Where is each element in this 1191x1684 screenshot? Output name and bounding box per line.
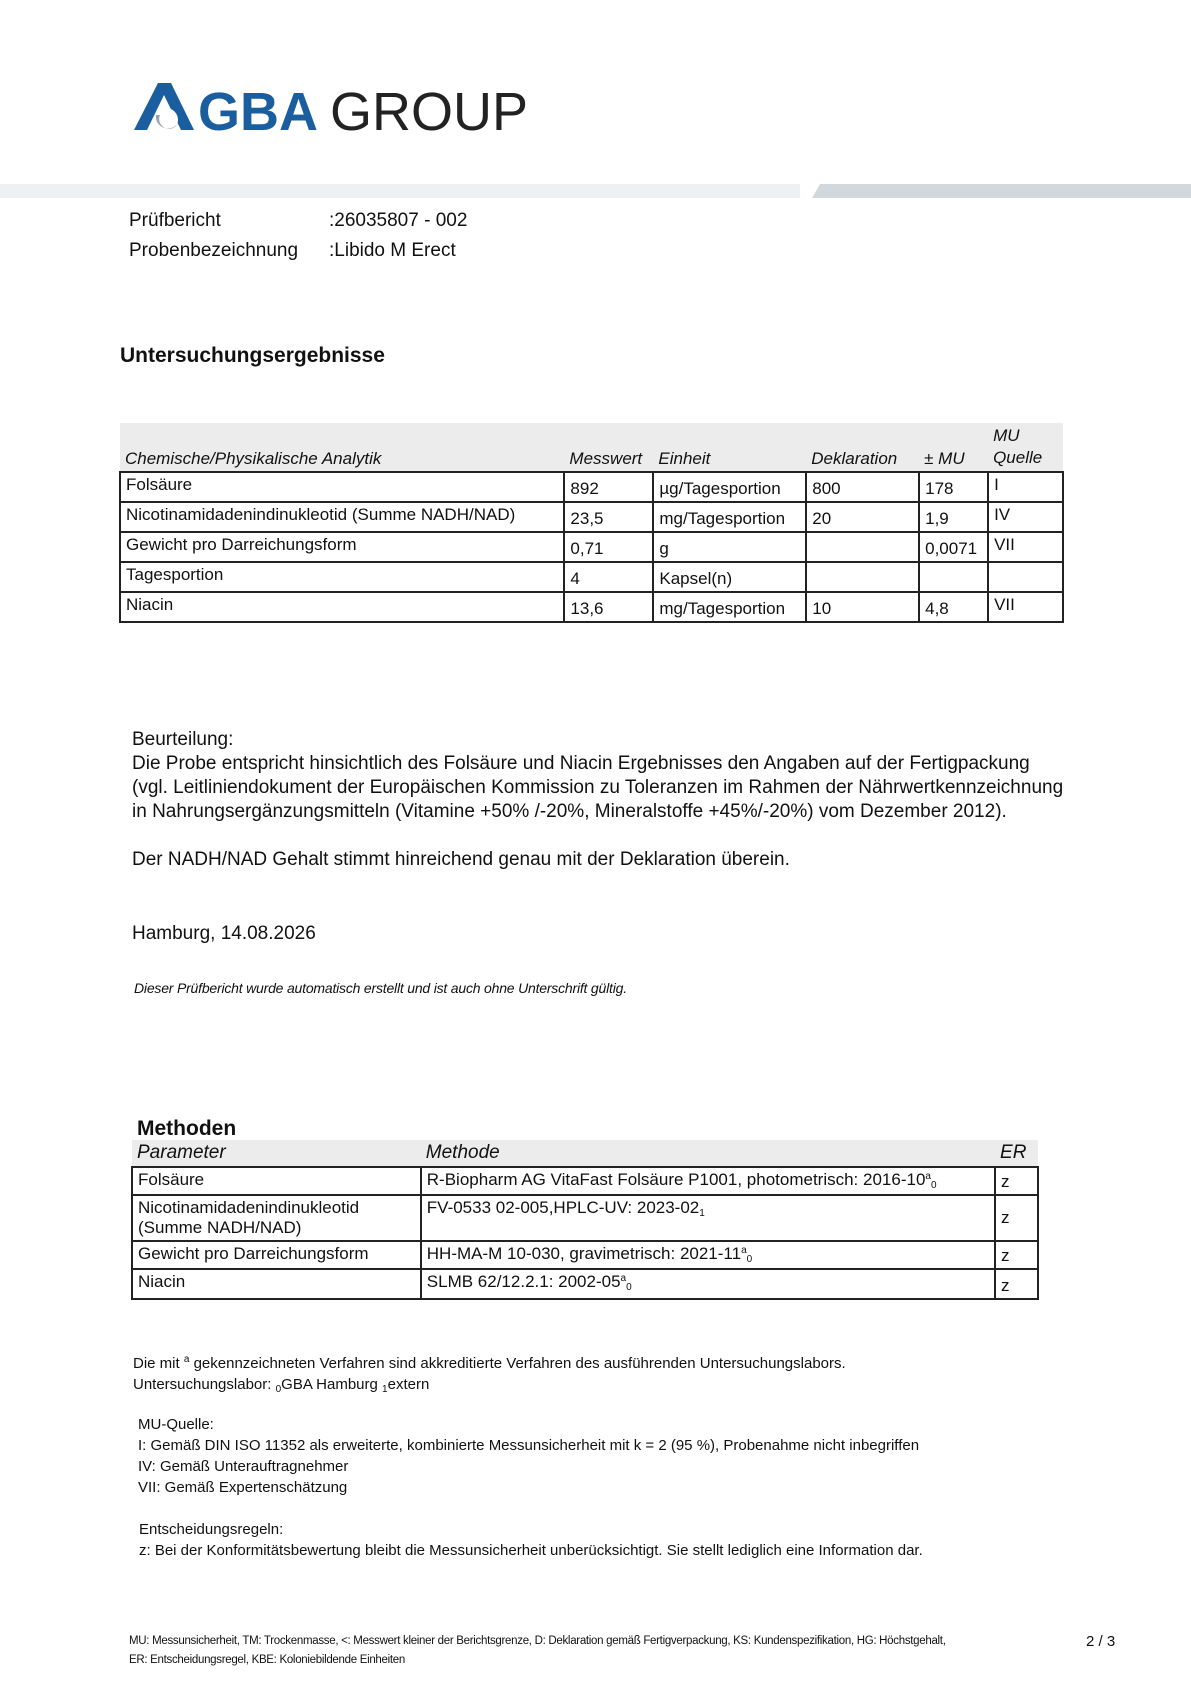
assessment-block	[132, 728, 1132, 872]
col-parameter: Parameter	[132, 1140, 421, 1167]
table-row	[132, 1269, 1038, 1299]
cell-deklaration	[806, 532, 919, 562]
table-row	[132, 1167, 1038, 1195]
col-einheit: Einheit	[653, 423, 806, 472]
header-band	[0, 184, 1191, 198]
logo-text-gba: GBA	[198, 82, 318, 142]
table-row	[132, 1241, 1038, 1269]
cell-parameter: Nicotinamidadenindinukleotid (Summe NADH/NAD)	[132, 1195, 421, 1241]
cell-mu-quelle: IV	[988, 502, 1063, 532]
lab-index: 0	[275, 1384, 282, 1395]
sample-label: Probenbezeichnung	[129, 240, 299, 261]
cell-method	[421, 1241, 995, 1269]
cell-deklaration	[806, 562, 919, 592]
col-methode: Methode	[421, 1140, 995, 1167]
cell-er: z	[995, 1269, 1038, 1299]
cell-mu-quelle: I	[988, 472, 1063, 502]
page-number: 2 / 3	[1086, 1633, 1116, 1650]
cell-messwert: 892	[564, 472, 653, 502]
lab-index: 0	[746, 1254, 753, 1265]
cell-mu: 4,8	[919, 592, 988, 622]
cell-deklaration: 800	[806, 472, 919, 502]
mu-source-block	[138, 1414, 1158, 1498]
footer-line-2: ER: Entscheidungsregel, KBE: Koloniebildende Einheiten	[129, 1654, 405, 1666]
col-mu-quelle: MU Quelle	[988, 423, 1063, 472]
method-text: HH-MA-M 10-030, gravimetrisch: 2021-11	[426, 1244, 742, 1263]
results-table	[119, 423, 1064, 623]
lab-index: 1	[699, 1208, 705, 1219]
cell-parameter: Tagesportion	[120, 562, 564, 592]
cell-einheit: µg/Tagesportion	[653, 472, 806, 502]
cell-parameter: Gewicht pro Darreichungsform	[120, 532, 564, 562]
cell-parameter: Gewicht pro Darreichungsform	[132, 1241, 421, 1269]
table-row	[120, 472, 1063, 502]
mu-source-heading: MU-Quelle:	[138, 1416, 214, 1433]
logo-text-group: GROUP	[330, 82, 529, 142]
cell-einheit: mg/Tagesportion	[653, 502, 806, 532]
cell-messwert: 13,6	[564, 592, 653, 622]
cell-einheit: g	[653, 532, 806, 562]
table-row	[120, 532, 1063, 562]
lab-index: 0	[930, 1180, 937, 1191]
assessment-line-3: in Nahrungsergänzungsmitteln (Vitamine +50% /-20%, Mineralstoffe +45%/-20%) vom Dezember 2012).	[132, 801, 1007, 822]
assessment-label: Beurteilung:	[132, 729, 234, 750]
methods-header-row	[132, 1140, 1038, 1167]
methods-heading: Methoden	[137, 1117, 237, 1140]
cell-er: z	[995, 1167, 1038, 1195]
sample-name: :Libido M Erect	[329, 240, 456, 261]
lab-index: 0	[626, 1282, 632, 1293]
cell-method	[421, 1167, 995, 1195]
lab-name: GBA Hamburg	[281, 1376, 383, 1393]
cell-mu: 1,9	[919, 502, 988, 532]
mu-source-line: I: Gemäß DIN ISO 11352 als erweiterte, kombinierte Messunsicherheit mit k = 2 (95 %), Probenahme nicht inbegriffen	[138, 1437, 920, 1454]
place-date: Hamburg, 14.08.2026	[132, 923, 316, 944]
method-text: R-Biopharm AG VitaFast Folsäure P1001, photometrisch: 2016-10	[426, 1170, 926, 1189]
accredited-pre: Die mit	[133, 1355, 184, 1372]
cell-mu-quelle: VII	[988, 592, 1063, 622]
cell-deklaration: 10	[806, 592, 919, 622]
gba-group-logo	[130, 75, 560, 145]
decision-rules-heading: Entscheidungsregeln:	[139, 1521, 284, 1538]
mu-source-line: IV: Gemäß Unterauftragnehmer	[138, 1458, 349, 1475]
mu-source-line: VII: Gemäß Expertenschätzung	[138, 1479, 348, 1496]
table-row	[120, 562, 1063, 592]
cell-mu: 0,0071	[919, 532, 988, 562]
table-row	[120, 502, 1063, 532]
accreditation-note	[133, 1349, 1133, 1400]
cell-parameter: Nicotinamidadenindinukleotid (Summe NADH/NAD)	[120, 502, 564, 532]
decision-rules-line: z: Bei der Konformitätsbewertung bleibt die Messunsicherheit unberücksichtigt. Sie stellt lediglich eine Information dar.	[139, 1542, 923, 1559]
cell-method	[421, 1195, 995, 1241]
methods-table	[131, 1140, 1039, 1300]
col-mu: ± MU	[919, 423, 988, 472]
accredited-mark: a	[183, 1354, 190, 1365]
accredited-mark: a	[925, 1171, 931, 1182]
cell-er: z	[995, 1195, 1038, 1241]
logo-mark-icon	[130, 75, 560, 145]
results-header-row	[120, 423, 1063, 472]
cell-deklaration: 20	[806, 502, 919, 532]
lab-name: extern	[387, 1376, 430, 1393]
lab-label: Untersuchungslabor:	[133, 1376, 276, 1393]
col-analytik: Chemische/Physikalische Analytik	[120, 423, 564, 472]
cell-messwert: 4	[564, 562, 653, 592]
assessment-line-4: Der NADH/NAD Gehalt stimmt hinreichend genau mit der Deklaration überein.	[132, 849, 790, 870]
cell-einheit: mg/Tagesportion	[653, 592, 806, 622]
col-deklaration: Deklaration	[806, 423, 919, 472]
report-number: :26035807 - 002	[329, 210, 468, 231]
cell-er: z	[995, 1241, 1038, 1269]
cell-method	[421, 1269, 995, 1299]
assessment-line-1: Die Probe entspricht hinsichtlich des Folsäure und Niacin Ergebnisses den Angaben auf der Fertigpackung	[132, 753, 1030, 774]
cell-mu	[919, 562, 988, 592]
table-row	[132, 1195, 1038, 1241]
col-messwert: Messwert	[564, 423, 653, 472]
report-label: Prüfbericht	[129, 210, 221, 231]
decision-rules-block	[139, 1519, 1179, 1561]
cell-messwert: 23,5	[564, 502, 653, 532]
lab-index: 1	[382, 1384, 388, 1395]
cell-parameter: Folsäure	[132, 1167, 421, 1195]
cell-parameter: Niacin	[132, 1269, 421, 1299]
method-text: SLMB 62/12.2.1: 2002-05	[426, 1272, 621, 1291]
cell-parameter: Niacin	[120, 592, 564, 622]
accredited-post: gekennzeichneten Verfahren sind akkreditierte Verfahren des ausführenden Untersuchungslabors.	[189, 1355, 846, 1372]
cell-einheit: Kapsel(n)	[653, 562, 806, 592]
col-er: ER	[995, 1140, 1038, 1167]
cell-messwert: 0,71	[564, 532, 653, 562]
footer-abbreviations	[129, 1632, 1009, 1670]
accredited-mark: a	[620, 1273, 627, 1284]
assessment-line-2: (vgl. Leitliniendokument der Europäischen Kommission zu Toleranzen im Rahmen der Nährwertkennzeichnung	[132, 777, 1064, 798]
results-heading: Untersuchungsergebnisse	[120, 344, 385, 367]
footer-line-1: MU: Messunsicherheit, TM: Trockenmasse, <: Messwert kleiner der Berichtsgrenze, D: Deklaration gemäß Fertigverpackung, KS: Kundenspezifikation, HG: Höchstgehalt,	[129, 1635, 946, 1647]
auto-generated-note: Dieser Prüfbericht wurde automatisch erstellt und ist auch ohne Unterschrift gültig.	[134, 980, 627, 996]
cell-parameter: Folsäure	[120, 472, 564, 502]
cell-mu: 178	[919, 472, 988, 502]
cell-mu-quelle: VII	[988, 532, 1063, 562]
accredited-mark: a	[741, 1245, 747, 1256]
cell-mu-quelle	[988, 562, 1063, 592]
method-text: FV-0533 02-005,HPLC-UV: 2023-02	[426, 1198, 700, 1217]
table-row	[120, 592, 1063, 622]
